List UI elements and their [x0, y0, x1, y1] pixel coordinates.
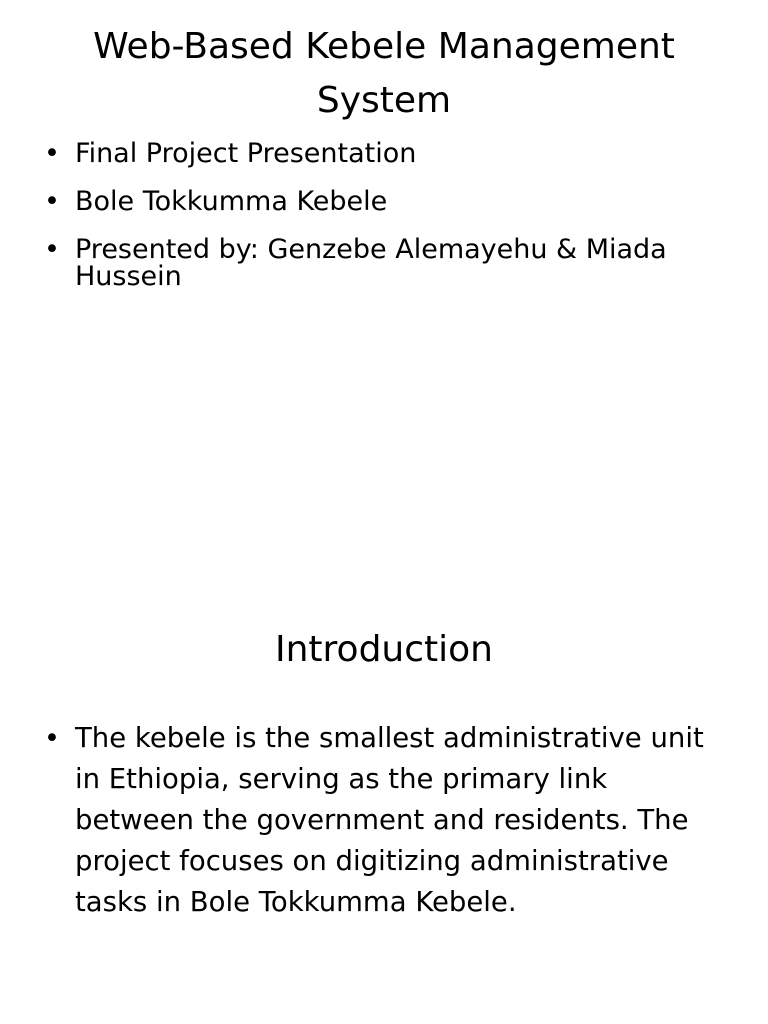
bullet-item — [40, 140, 728, 167]
bullet-icon: • — [44, 723, 60, 754]
bullet-icon: • — [44, 234, 60, 265]
bullet-item — [40, 236, 728, 290]
bullet-item — [40, 718, 728, 923]
bullet-text: Final Project Presentation — [75, 138, 417, 169]
slide-title: Introduction — [274, 629, 493, 670]
bullet-text: The kebele is the smallest administrative unit in Ethiopia, serving as the primary link between the government and residents. The project focuses on digitizing administrative tasks in Bole Tokkumma Kebele. — [75, 722, 704, 918]
bullet-icon: • — [44, 138, 60, 169]
bullet-text: Bole Tokkumma Kebele — [75, 186, 388, 217]
bullet-text: Presented by: Genzebe Alemayehu & Miada Hussein — [75, 234, 667, 292]
bullet-list — [40, 140, 728, 311]
bullet-list — [40, 718, 728, 923]
bullet-icon: • — [44, 186, 60, 217]
slide-2 — [0, 512, 768, 1024]
bullet-item — [40, 188, 728, 215]
slide-title: Web-Based Kebele Management System — [93, 26, 675, 121]
